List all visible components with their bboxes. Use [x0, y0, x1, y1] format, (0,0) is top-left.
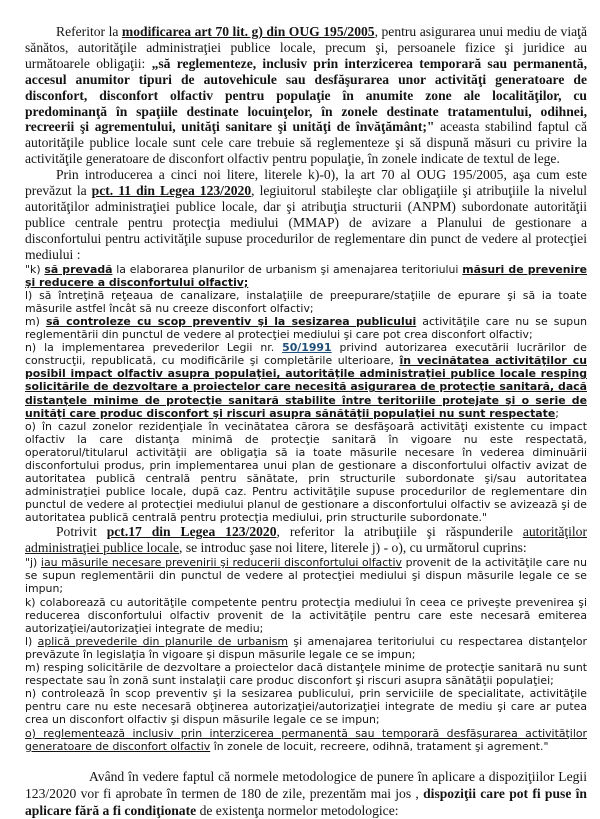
- text-run: şi amenajarea teritoriului cu respectarea distanţelor prevăzute în legislaţia în vigoare şi dispun măsurile legale ce se impun;: [25, 634, 587, 661]
- text-run: n) la implementarea prevederilor Legii nr.: [25, 341, 283, 355]
- clause-j-2: [25, 556, 587, 595]
- text-run: aceasta stabilind faptul că autorităţile publice locale sunt cele care trebuie să reglementeze şi să dispună măsuri cu privire la activităţile generatoare de disconfort olfactiv pentru populaţie, în zonele indicate de textul de lege.: [25, 119, 587, 167]
- clause-n-1: [25, 341, 587, 420]
- intro-paragraph: [25, 24, 587, 167]
- text-run: Referitor la: [56, 24, 122, 39]
- oug-195-2005-ref: modificarea art 70 lit. g) din OUG 195/2005: [121, 24, 375, 39]
- text-run: , pentru asigurarea unui mediu de viaţă sănătos, autorităţile administraţiei publice locale, precum şi, persoanele fizice şi juridice au următoarele obligaţii:: [25, 24, 587, 71]
- text-run: n) controlează în scop preventiv şi la sesizarea publicului, prin serviciile de specialitate, activităţile pentru care nu este necesară obţinerea autorizaţiei/autorizaţiei integrate de mediu şi care ar putea crea un disconfort olfactiv şi dispun măsurile legale ce se impun;: [25, 687, 587, 727]
- text-run: la elaborarea planurilor de urbanism şi amenajarea teritoriului: [112, 262, 463, 276]
- text-run: privind autorizarea executării lucrărilor de construcţii, republicată, cu modificările şi completările ulterioare,: [25, 341, 587, 368]
- text-run: "k): [25, 262, 45, 276]
- text-run: Potrivit: [56, 524, 107, 540]
- pct-17-legea-123-2020-ref: pct.17 din Legea 123/2020: [106, 524, 277, 540]
- text-run: l) să întreţină reţeaua de canalizare, instalaţiile de preepurare/staţiile de epurare şi să ia toate măsurile astfel încât să nu creeze disconfort olfactiv;: [25, 288, 587, 315]
- text-run: autorităţilor administraţiei publice locale: [25, 524, 588, 556]
- clause-k-1: [25, 263, 587, 289]
- text-run: iau măsurile necesare prevenirii şi reducerii disconfortului olfactiv: [40, 556, 402, 570]
- text-run: provenit de la activităţile care nu se supun reglementării din punctul de vedere al protecţiei mediului şi dispun măsurile legale ce se impun;: [25, 556, 587, 596]
- text-run: , legiuitorul stabileşte clar obligaţiile şi atribuţiile la nivelul autorităţilor administraţiei publice locale, dar şi atribuţia structurii (ANPM) subordonate autorităţii publice centrale pentru protecţia mediului (MMAP) de avizare a Planului de gestionare a disconfortului pentru activităţile supuse procedurilor de reglementare din punct de vedere al protecţiei mediului :: [25, 183, 587, 262]
- text-run: în zonele de locuit, recreere, odihnă, tratament şi agrement.": [210, 739, 549, 753]
- pct17-paragraph: [25, 524, 587, 556]
- law-50-1991-link[interactable]: 50/1991: [282, 341, 332, 355]
- clause-n-2: [25, 687, 587, 726]
- text-run: să controleze cu scop preventiv şi la sesizarea publicului: [45, 314, 417, 328]
- clause-m-2: [25, 661, 587, 687]
- text-run: k) colaborează cu autorităţile competente pentru protecţia mediului în ceea ce priveşte prevenirea şi reducerea disconfortului olfactiv provenit de la activităţile pentru care este necesară emiterea autorizaţiei/autorizaţiei integrate de mediu;: [25, 595, 587, 635]
- text-run: o) în cazul zonelor rezidenţiale în vecinătatea cărora se desfăşoară activităţi existente cu impact olfactiv la care distanţa minimă de protecţie sanitară în vigoare nu este respectată, operatorul/titularul activităţii are obligaţia să ia toate măsurile necesare în vederea diminuării disconfortului produs, prin implementarea unui plan de gestionare a disconfortului olfactiv avizat de autoritatea publică centrală pentru sănătate, prin structurile subordonate şi/sau autoritatea administraţiei publice locale, după caz. Pentru activităţile supuse procedurilor de reglementare din punctul de vedere al protecţiei mediului planul de gestionare a disconfortului olfactiv se avizează şi de autoritatea publică centrală pentru protecţia mediului, prin structurile subordonate.": [25, 419, 587, 525]
- text-run: m) resping solicitările de dezvoltare a proiectelor dacă distanţele minime de protecţie sanitară nu sunt respectate sau în zonă sunt instalaţii care produc disconfort şi riscuri asupra sănătăţii populaţiei;: [25, 661, 587, 688]
- text-run: Prin introducerea a cinci noi litere, literele k)-0), la art 70 al OUG 195/2005, aşa cum este prevăzut la: [25, 167, 587, 199]
- text-run: în vecinătatea activităţilor cu posibil impact olfactiv asupra populaţiei, autorităţile administraţiei publice locale resping solicitările de dezvoltare a proiectelor care necesită asigurarea de protecţie sanitară, dacă distanţele minime de protecţie sanitară stabilite între teritoriile protejate şi o serie de unităţi care produc disconfort şi riscuri asupra sănătăţii populaţiei nu sunt respectate: [25, 354, 587, 420]
- text-run: o) reglementează inclusiv prin interzicerea permanentă sau temporară desfăşurarea activităţilor generatoare de disconfort olfactiv: [25, 726, 587, 753]
- text-run: dispoziţii care pot fi puse în aplicare fără a fi condiţionate: [25, 785, 587, 818]
- clause-o-1: [25, 420, 587, 525]
- clause-l-2: [25, 635, 587, 661]
- pct-11-legea-123-2020-ref: pct. 11 din Legea 123/2020: [91, 183, 252, 199]
- text-run: m): [25, 314, 46, 328]
- clause-o-2: [25, 727, 587, 753]
- text-run: , se introduc şase noi litere, literele j) - o), cu următorul cuprins:: [179, 540, 527, 556]
- text-run: activităţile care nu se supun reglementării din punctul de vedere al protecţiei mediului şi care pot crea disconfort olfactiv;: [25, 314, 587, 342]
- text-run: ;: [555, 406, 559, 420]
- text-run: de existenţa normelor metodologice:: [196, 802, 399, 818]
- text-run: l): [25, 634, 38, 648]
- text-run: să prevadă: [44, 262, 113, 276]
- clause-k-2: [25, 596, 587, 635]
- text-run: aplică prevederile din planurile de urbanism: [37, 634, 289, 648]
- clause-m-1: [25, 315, 587, 341]
- text-run: măsuri de prevenire şi reducere a disconfortului olfactiv;: [25, 262, 587, 289]
- pct11-paragraph: [25, 167, 587, 262]
- text-run: Având în vedere faptul că normele metodologice de punere în aplicare a dispoziţiilor Legii 123/2020 vor fi aprobate în termen de 180 de zile, prezentăm mai jos ,: [25, 768, 587, 801]
- text-run: , referitor la atribuţiile şi răspunderile: [276, 524, 523, 540]
- clause-l-1: [25, 289, 587, 315]
- quoted-obligation-text: „să reglementeze, inclusiv prin interzicerea temporară sau permanentă, accesul anumitor tipuri de autovehicule sau desfăşurarea unor activităţi generatoare de disconfort, disconfort olfactiv pentru populaţie în anumite zone ale localităţilor, cu predominanţă în spaţiile destinate locuinţelor, în zonele destinate tratamentului, odihnei, recreerii şi agrementului, unităţi sanitare şi unităţi de învăţământ;": [25, 55, 587, 135]
- text-run: "j): [25, 556, 41, 570]
- closing-paragraph: [25, 768, 587, 819]
